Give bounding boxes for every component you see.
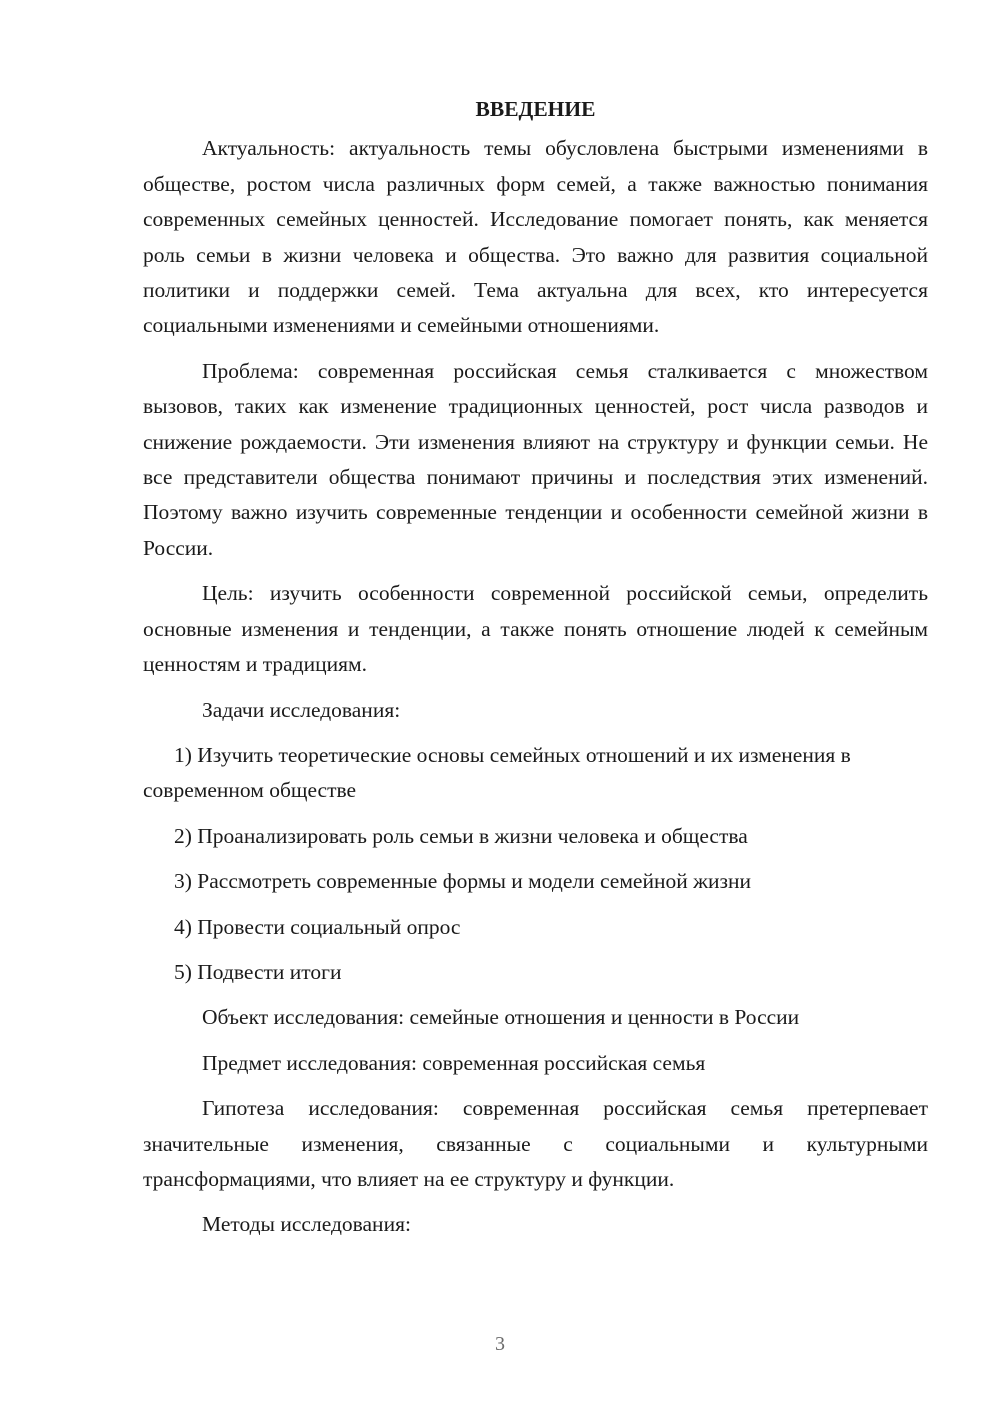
task-item: 3) Рассмотреть современные формы и модели семейной жизни	[174, 869, 751, 894]
tasks-heading: Задачи исследования:	[202, 697, 401, 722]
page-number: 3	[495, 1333, 505, 1355]
research-subject: Предмет исследования: современная российская семья	[202, 1050, 706, 1075]
relevance-paragraph: Актуальность: актуальность темы обусловлена быстрыми изменениями в обществе, ростом числа различных форм семей, а также важностью понимания современных семейных ценностей. Исследование помогает понять, как меняется роль семьи в жизни человека и общества. Это важно для развития социальной политики и поддержки семей. Тема актуальна для всех, кто интересуется социальными изменениями и семейными отношениями.	[143, 136, 928, 338]
task-item: 4) Провести социальный опрос	[174, 914, 461, 939]
goal-paragraph: Цель: изучить особенности современной российской семьи, определить основные изменения и тенденции, а также понять отношение людей к семейным ценностям и традициям.	[143, 581, 928, 677]
problem-paragraph: Проблема: современная российская семья сталкивается с множеством вызовов, таких как изменение традиционных ценностей, рост числа разводов и снижение рождаемости. Эти изменения влияют на структуру и функции семьи. Не все представители общества понимают причины и последствия этих изменений. Поэтому важно изучить современные тенденции и особенности семейной жизни в России.	[143, 358, 928, 560]
research-object: Объект исследования: семейные отношения и ценности в России	[202, 1005, 800, 1030]
document-page	[143, 92, 928, 1253]
tasks-list	[143, 738, 928, 990]
task-item: 2) Проанализировать роль семьи в жизни человека и общества	[174, 823, 748, 848]
section-title: ВВЕДЕНИЕ	[475, 97, 596, 121]
task-item: 5) Подвести итоги	[174, 959, 342, 984]
methods-heading: Методы исследования:	[202, 1212, 411, 1237]
task-item: 1) Изучить теоретические основы семейных отношений и их изменения в современном обществе	[143, 742, 851, 803]
hypothesis-paragraph: Гипотеза исследования: современная российская семья претерпевает значительные изменения, связанные с социальными и культурными трансформациями, что влияет на ее структуру и функции.	[143, 1096, 928, 1191]
